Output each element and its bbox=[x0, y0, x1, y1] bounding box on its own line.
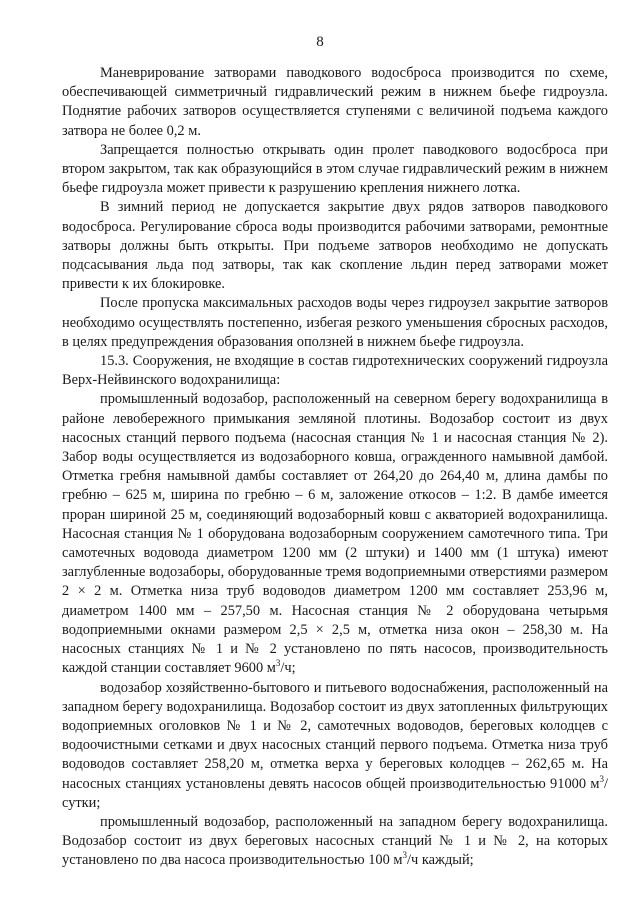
unit-superscript: 3 bbox=[599, 773, 604, 784]
paragraph bbox=[62, 390, 608, 678]
unit-superscript: 3 bbox=[275, 658, 281, 669]
paragraph: Запрещается полностью открывать один пролет паводкового водосброса при втором закрытом, так как образующийся в этом случае гидравлический режим в нижнем бьефе гидроузла может привести к разрушению крепления нижнего лотка. bbox=[62, 141, 608, 197]
paragraph bbox=[62, 679, 608, 813]
paragraph-text: водозабор хозяйственно-бытового и питьевого водоснабжения, расположенный на западном берегу водохранилища. Водозабор состоит из двух затопленных фильтрующих водоприемных оголовков № 1 и № 2, самотечных водоводов, береговых колодцев с водоочистными сетками и двух насосных станций первого подъема. Отметка низа труб водоводов составляет 258,20 м, отметка верха у береговых колодцев – 262,65 м. На насосных станциях установлены девять насосов общей производительностью 91000 м bbox=[62, 679, 608, 792]
paragraph: 15.3. Сооружения, не входящие в состав гидротехнических сооружений гидроузла Верх-Нейвинского водохранилища: bbox=[62, 353, 608, 389]
paragraph: Маневрирование затворами паводкового водосброса производится по схеме, обеспечивающей симметричный гидравлический режим в нижнем бьефе гидроузла. Поднятие рабочих затворов осуществляется ступенями с величиной подъема каждого затвора не более 0,2 м. bbox=[62, 65, 608, 139]
paragraph: В зимний период не допускается закрытие двух рядов затворов паводкового водосброса. Регулирование сброса воды производится рабочими затворами, ремонтные затворы должны быть открыты. При подъеме затворов необходимо не допускать подсасывания льда под затворы, так как скопление льдин перед затворами может привести к их блокировке. bbox=[62, 199, 608, 293]
unit-tail: /ч каждый; bbox=[407, 852, 474, 869]
document-body bbox=[62, 64, 608, 871]
paragraph-text: промышленный водозабор, расположенный на западном берегу водохранилища. Водозабор состоит из двух береговых насосных станций № 1 и № 2, на которых установлено по два насоса производительностью 100 м bbox=[62, 813, 608, 869]
unit-superscript: 3 bbox=[402, 850, 408, 861]
page-number: 8 bbox=[316, 34, 324, 50]
paragraph bbox=[62, 813, 608, 871]
unit-tail: /сутки; bbox=[62, 775, 608, 811]
paragraph-text: промышленный водозабор, расположенный на северном берегу водохранилища в районе левобережного примыкания земляной плотины. Водозабор состоит из двух насосных станций первого подъема (насосная станция № 1 и насосная станция № 2). Забор воды осуществляется из водозаборного ковша, огражденного намывной дамбой. Отметка гребня намывной дамбы составляет от 264,20 до 264,40 м, длина дамбы по гребню – 625 м, ширина по гребню – 6 м, заложение откосов – 1:2. В дамбе имеется проран шириной 25 м, соединяющий водозаборный ковш с акваторией водохранилища. Насосная станция № 1 оборудована водозаборным сооружением самотечного типа. Три самотечных водовода диаметром 1200 мм (2 штуки) и 1400 мм (1 штука) имеют заглубленные водозаборы, оборудованные тремя водоприемными отверстиями размером 2 × 2 м. Отметка низа труб водоводов диаметром 1200 мм составляет 253,96 м, диаметром 1400 мм – 257,50 м. Насосная станция № 2 оборудована четырьмя водоприемными окнами размером 2,5 × 2,5 м, отметка низа окон – 258,30 м. На насосных станциях № 1 и № 2 установлено по пять насосов, производительность каждой станции составляет 9600 м bbox=[62, 391, 608, 677]
paragraph: После пропуска максимальных расходов воды через гидроузел закрытие затворов необходимо осуществлять постепенно, избегая резкого уменьшения сбросных расходов, в целях предупреждения образования оползней в нижнем бьефе гидроузла. bbox=[62, 295, 608, 350]
unit-tail: /ч; bbox=[280, 660, 296, 677]
